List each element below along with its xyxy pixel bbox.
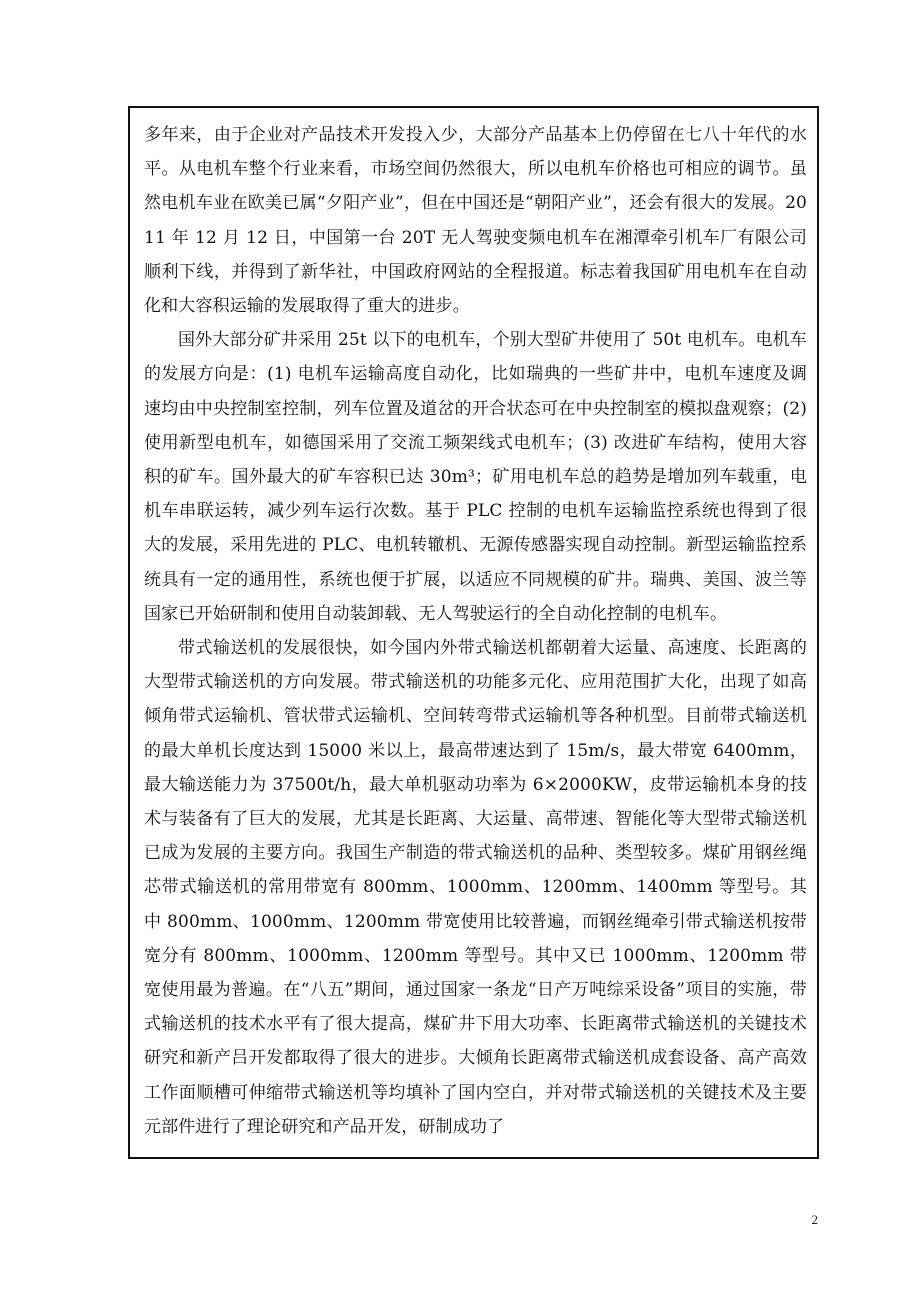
text-frame xyxy=(128,106,819,1159)
body-text xyxy=(144,118,807,1144)
paragraph-3: 带式输送机的发展很快，如今国内外带式输送机都朝着大运量、高速度、长距离的大型带式输送机的方向发展。带式输送机的功能多元化、应用范围扩大化，出现了如高倾角带式运输机、管状带式运输机、空间转弯带式运输机等各种机型。目前带式输送机的最大单机长度达到 15000 米以上，最高带速达到了 15m/s，最大带宽 6400mm，最大输送能力为 37500t/h，最大单机驱动功率为 6×2000KW，皮带运输机本身的技术与装备有了巨大的发展，尤其是长距离、大运量、高带速、智能化等大型带式输送机已成为发展的主要方向。我国生产制造的带式输送机的品种、类型较多。煤矿用钢丝绳芯带式输送机的常用带宽有 800mm、1000mm、1200mm、1400mm 等型号。其中 800mm、1000mm、1200mm 带宽使用比较普遍，而钢丝绳牵引带式输送机按带宽分有 800mm、1000mm、1200mm 等型号。其中又已 1000mm、1200mm 带宽使用最为普遍。在“八五”期间，通过国家一条龙“日产万吨综采设备”项目的实施，带式输送机的技术水平有了很大提高，煤矿井下用大功率、长距离带式输送机的关键技术研究和新产吕开发都取得了很大的进步。大倾角长距离带式输送机成套设备、高产高效工作面顺槽可伸缩带式输送机等均填补了国内空白，并对带式输送机的关键技术及主要元部件进行了理论研究和产品开发，研制成功了 xyxy=(144,638,807,1137)
page-number: 2 xyxy=(811,1212,818,1227)
paragraph-1: 多年来，由于企业对产品技术开发投入少，大部分产品基本上仍停留在七八十年代的水平。从电机车整个行业来看，市场空间仍然很大，所以电机车价格也可相应的调节。虽然电机车业在欧美已属“夕阳产业”，但在中国还是“朝阳产业”，还会有很大的发展。2011 年 12 月 12 日，中国第一台 20T 无人驾驶变频电机车在湘潭牵引机车厂有限公司顺利下线，并得到了新华社，中国政府网站的全程报道。标志着我国矿用电机车在自动化和大容积运输的发展取得了重大的进步。 xyxy=(144,125,807,317)
paragraph-2: 国外大部分矿井采用 25t 以下的电机车，个别大型矿井使用了 50t 电机车。电机车的发展方向是：(1) 电机车运输高度自动化，比如瑞典的一些矿井中，电机车速度及调速均由中央控制室控制，列车位置及道岔的开合状态可在中央控制室的模拟盘观察；(2) 使用新型电机车，如德国采用了交流工频架线式电机车；(3) 改进矿车结构，使用大容积的矿车。国外最大的矿车容积已达 30m³；矿用电机车总的趋势是增加列车载重，电机车串联运转，减少列车运行次数。基于 PLC 控制的电机车运输监控系统也得到了很大的发展，采用先进的 PLC、电机转辙机、无源传感器实现自动控制。新型运输监控系统具有一定的通用性，系统也便于扩展，以适应不同规模的矿井。瑞典、美国、波兰等国家已开始研制和使用自动装卸载、无人驾驶运行的全自动化控制的电机车。 xyxy=(144,330,807,624)
